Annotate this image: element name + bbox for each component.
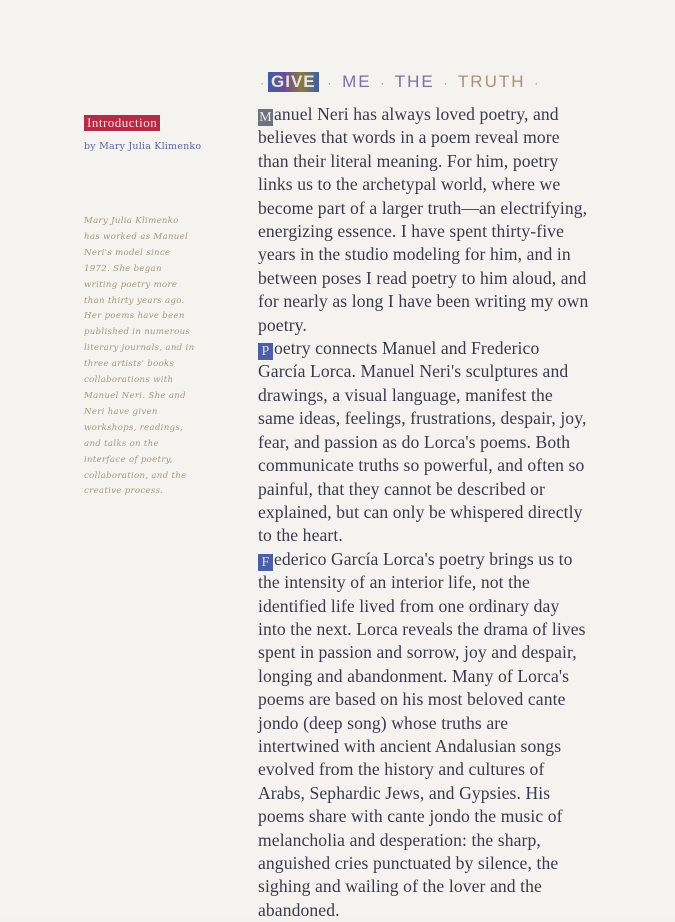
paragraph-text: oetry connects Manuel and Frederico García Lorca. Manuel Neri's sculptures and drawings, a visual language, manifest the same ideas, feelings, frustrations, despair, joy, fear, and passion as do Lorca's poems. Both communicate truths so powerful, and often so painful, that they cannot be described or explained, but can only be whispered directly to the heart. <box>258 338 587 546</box>
title-word-the: THE <box>394 72 435 91</box>
paragraph <box>258 103 590 337</box>
drop-initial: F <box>258 554 273 571</box>
section-label: Introduction <box>84 115 160 131</box>
paragraph <box>258 548 590 922</box>
drop-initial: M <box>259 110 272 125</box>
title-separator: · <box>327 75 334 90</box>
title-separator: · <box>443 75 450 90</box>
title-separator: · <box>260 75 266 90</box>
title-separator: · <box>534 75 541 90</box>
title-word-truth: TRUTH <box>457 72 526 91</box>
sidebar <box>84 112 209 497</box>
page-title <box>258 72 542 92</box>
paragraph-text: anuel Neri has always loved poetry, and believes that words in a poem reveal more than their literal meaning. For him, poetry links us to the archetypal world, where we become part of a larger truth—an electrifying, energizing essence. I have spent thirty-five years in the studio modeling for him, and in between poses I read poetry to him aloud, and for nearly as long I have been writing my own poetry. <box>258 104 589 335</box>
body-text <box>258 103 590 922</box>
title-word-give: GIVE <box>268 72 319 92</box>
paragraph-text: ederico García Lorca's poetry brings us to the intensity of an interior life, not the identified life lived from one ordinary day into the next. Lorca reveals the drama of lives spent in passion and sorrow, joy and despair, longing and abandonment. Many of Lorca's poems are based on his most beloved cante jondo (deep song) whose truths are intertwined with ancient Andalusian songs evolved from the history and cultures of Arabs, Sephardic Jews, and Gypsies. His poems share with cante jondo the music of melancholia and desperation: the sharp, anguished cries punctuated by silence, the sighing and wailing of the lover and the abandoned. <box>258 548 586 920</box>
title-separator: · <box>380 75 387 90</box>
author-bio: Mary Julia Klimenko has worked as Manuel Neri's model since 1972. She began writing poetry more than thirty years ago. Her poems have been published in numerous literary journals, and in three artists' books collaborations with Manuel Neri. She and Neri have given workshops, readings, and talks on the interface of poetry, collaboration, and the creative process. <box>84 216 195 497</box>
title-word-me: ME <box>342 72 372 91</box>
drop-initial: P <box>258 343 273 360</box>
author-byline: by Mary Julia Klimenko <box>84 141 202 152</box>
paragraph <box>258 337 590 548</box>
